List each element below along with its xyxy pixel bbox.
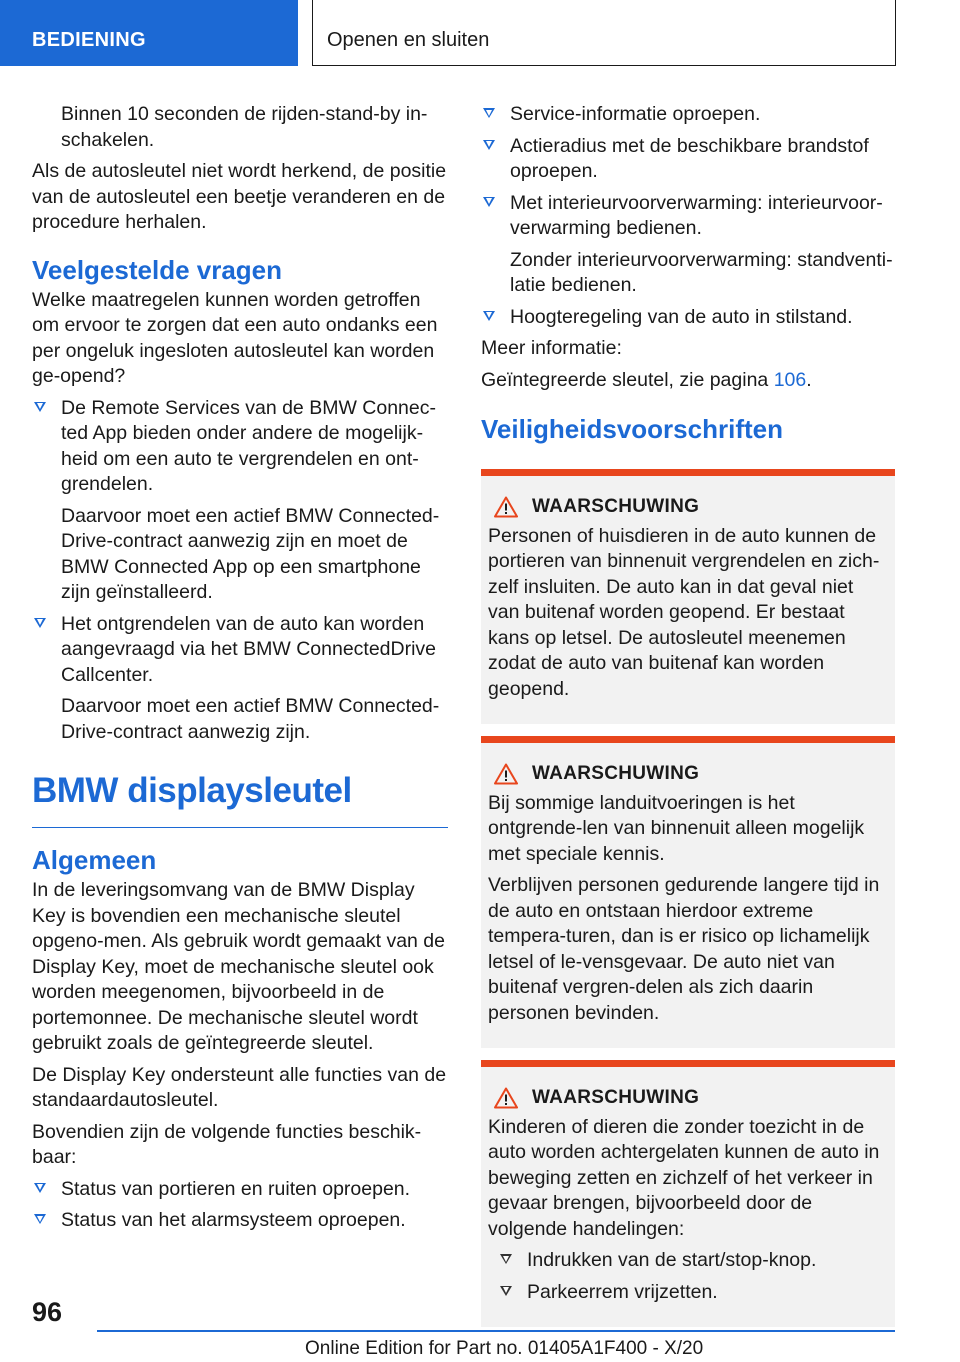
left-column [32, 102, 448, 1240]
warning-text: Verblijven personen gedurende langere tijd in de auto en ontstaan hierdoor extreme tempera-turen, dan is er risico op lichamelijk letsel of le-vensgevaar. De auto niet van buitenaf vergren-delen als zich daarin personen bevinden. [488, 874, 880, 1024]
triangle-bullet-icon [483, 311, 495, 321]
functions-list-continued [481, 102, 895, 330]
warning-text: Personen of huisdieren in de auto kunnen de portieren van binnenuit vergrendelen en zich-zelf insluiten. De auto kan in dat geval niet van buitenaf worden geopend. Er bestaat kans op letsel. De autosleutel meenemen zodat de auto van buitenaf kan worden geopend. [488, 524, 880, 700]
triangle-bullet-icon [500, 1286, 512, 1296]
warning-box [481, 469, 895, 724]
list-item-text: Service-informatie oproepen. [510, 103, 761, 125]
cross-reference [481, 368, 895, 394]
warning-title: WAARSCHUWING [532, 763, 700, 784]
safety-heading: Veiligheidsvoorschriften [481, 414, 783, 444]
page-header [0, 0, 960, 66]
triangle-bullet-icon [483, 140, 495, 150]
section-tab [0, 0, 298, 66]
list-item-text: Parkeerrem vrijzetten. [527, 1280, 718, 1303]
warning-triangle-icon [494, 496, 518, 518]
warning-title: WAARSCHUWING [532, 496, 700, 517]
warning-header [488, 494, 887, 520]
triangle-bullet-icon [34, 402, 46, 412]
functions-list [32, 1177, 448, 1234]
general-paragraph-2: De Display Key ondersteunt alle functies van de standaardautosleutel. [32, 1063, 447, 1111]
general-paragraph-3: Bovendien zijn de volgende functies beschik-baar: [32, 1120, 422, 1168]
faq-list [32, 396, 448, 746]
intro-indent-text: Binnen 10 seconden de rijden-stand-by in-schakelen. [61, 103, 428, 151]
cross-reference-end: . [806, 368, 812, 391]
list-item-text: Hoogteregeling van de auto in stilstand. [510, 305, 853, 328]
list-item [481, 305, 895, 331]
warning-box [481, 736, 895, 1048]
triangle-bullet-icon [34, 618, 46, 628]
triangle-bullet-icon [34, 1183, 46, 1193]
page-reference-link[interactable]: 106 [773, 368, 807, 391]
warning-text: Kinderen of dieren die zonder toezicht in de auto worden achtergelaten kunnen de auto in beweging zetten en zichzelf of het verkeer in gevaar brengen, bijvoorbeeld door de volgende handelingen: [488, 1115, 880, 1240]
warning-list [498, 1248, 887, 1305]
chapter-tab [312, 0, 896, 66]
list-item [481, 102, 895, 128]
list-item [32, 1208, 448, 1234]
cross-reference-text: Geïntegreerde sleutel, zie pagina [481, 368, 774, 391]
list-item-text: Met interieurvoorverwarming: interieurvoor-verwarming bedienen. [510, 191, 883, 239]
list-item [32, 1177, 448, 1203]
warning-title: WAARSCHUWING [532, 1087, 700, 1108]
list-item [498, 1248, 887, 1274]
list-item [32, 396, 448, 606]
triangle-bullet-icon [483, 108, 495, 118]
general-paragraph-1: In de leveringsomvang van de BMW Display Key is bovendien een mechanische sleutel opgeno-men. Als gebruik wordt gemaakt van de Display Key, moet de mechanische sleutel ook worden meegenomen, bijvoorbeeld in de portemonnee. De mechanische sleutel wordt gebruikt zoals de geïntegreerde sleutel. [32, 879, 445, 1054]
faq-question: Welke maatregelen kunnen worden getroffen om ervoor te zorgen dat een auto ondanks een per ongeluk ingesloten autosleutel kan worden ge-opend? [32, 288, 438, 387]
triangle-bullet-icon [500, 1254, 512, 1264]
list-item-text: Actieradius met de beschikbare brandstof oproepen. [510, 134, 869, 182]
page-number: 96 [32, 1297, 63, 1327]
main-heading: BMW displaysleutel [32, 769, 448, 828]
footer-edition: Online Edition for Part no. 01405A1F400 - X/20 [305, 1338, 704, 1359]
list-item [498, 1280, 887, 1306]
list-item-note: Daarvoor moet een actief BMW Connected-Drive-contract aanwezig zijn en moet de BMW Connected App op een smartphone zijn geïnstalleerd. [61, 504, 440, 603]
warning-text: Bij sommige landuitvoeringen is het ontgrende-len van binnenuit alleen mogelijk met speciale kennis. [488, 791, 865, 865]
warning-header [488, 761, 887, 787]
list-item-text: Status van het alarmsysteem oproepen. [61, 1209, 406, 1231]
list-item [481, 191, 895, 299]
list-item [32, 612, 448, 746]
list-item-text: De Remote Services van de BMW Connec-ted App bieden onder andere de mogelijk-heid om een auto te vergrendelen en ont-grendelen. [61, 396, 436, 495]
list-item-text: Status van portieren en ruiten oproepen. [61, 1177, 411, 1200]
right-column [481, 102, 895, 1339]
more-info-label: Meer informatie: [481, 337, 622, 359]
warning-header [488, 1085, 887, 1111]
general-heading: Algemeen [32, 845, 157, 875]
section-title: BEDIENING [32, 29, 146, 51]
warning-triangle-icon [494, 763, 518, 785]
triangle-bullet-icon [34, 1214, 46, 1224]
intro-paragraph: Als de autosleutel niet wordt herkend, de positie van de autosleutel een beetje veranderen en de procedure herhalen. [32, 160, 447, 233]
faq-heading: Veelgestelde vragen [32, 254, 283, 285]
warning-triangle-icon [494, 1087, 518, 1109]
list-item [481, 134, 895, 185]
list-item-text: Indrukken van de start/stop-knop. [527, 1249, 817, 1271]
chapter-title: Openen en sluiten [327, 29, 490, 51]
list-item-text: Het ontgrendelen van de auto kan worden aangevraagd via het BMW ConnectedDrive Callcenter. [61, 612, 437, 686]
list-item-note: Daarvoor moet een actief BMW Connected-Drive-contract aanwezig zijn. [61, 695, 440, 743]
footer-divider [97, 1330, 895, 1332]
list-item-note: Zonder interieurvoorverwarming: standventi-latie bedienen. [510, 248, 893, 296]
warning-box [481, 1060, 895, 1327]
triangle-bullet-icon [483, 197, 495, 207]
